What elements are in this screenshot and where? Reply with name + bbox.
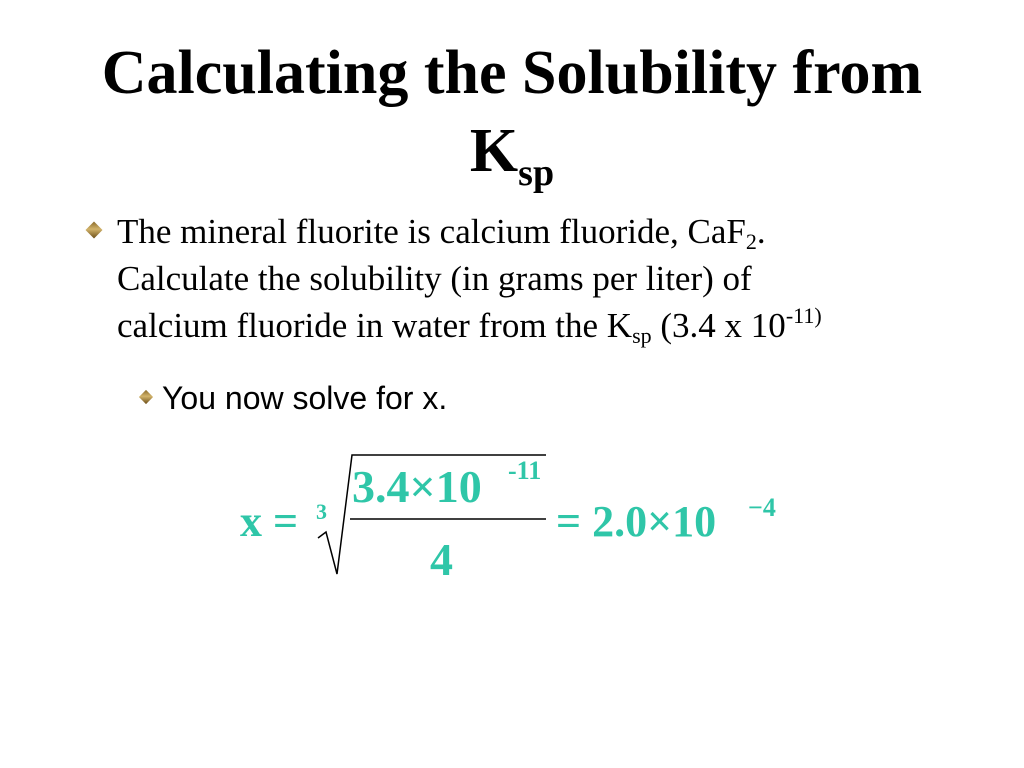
equation-lhs: x = [240,497,299,546]
bullet1-line-3: calcium fluoride in water from the K [117,306,633,345]
numerator-base: 3.4×10 [352,461,482,512]
ksp-subscript: sp [632,323,652,348]
ksp-value: (3.4 x 10 [651,306,786,345]
bullet1-text-a: The mineral fluorite is calcium fluoride, CaF [117,212,746,251]
numerator-exponent: -11 [508,456,542,485]
title-k: K [469,117,519,185]
root-index: 3 [316,499,327,524]
title-sp-subscript: sp [518,152,555,194]
rhs-exponent: −4 [748,493,776,522]
ksp-exponent: -11) [785,303,822,328]
bullet-paragraph-2: You now solve for x. [162,380,448,416]
denominator: 4 [430,534,453,585]
bullet1-line-2: Calculate the solubility (in grams per liter) of [117,259,752,298]
caf2-subscript: 2 [745,229,757,254]
equation-rhs: = 2.0×10 [556,497,717,546]
title-line-1: Calculating the Solubility from [101,39,923,107]
bullet1-period: . [756,212,766,251]
